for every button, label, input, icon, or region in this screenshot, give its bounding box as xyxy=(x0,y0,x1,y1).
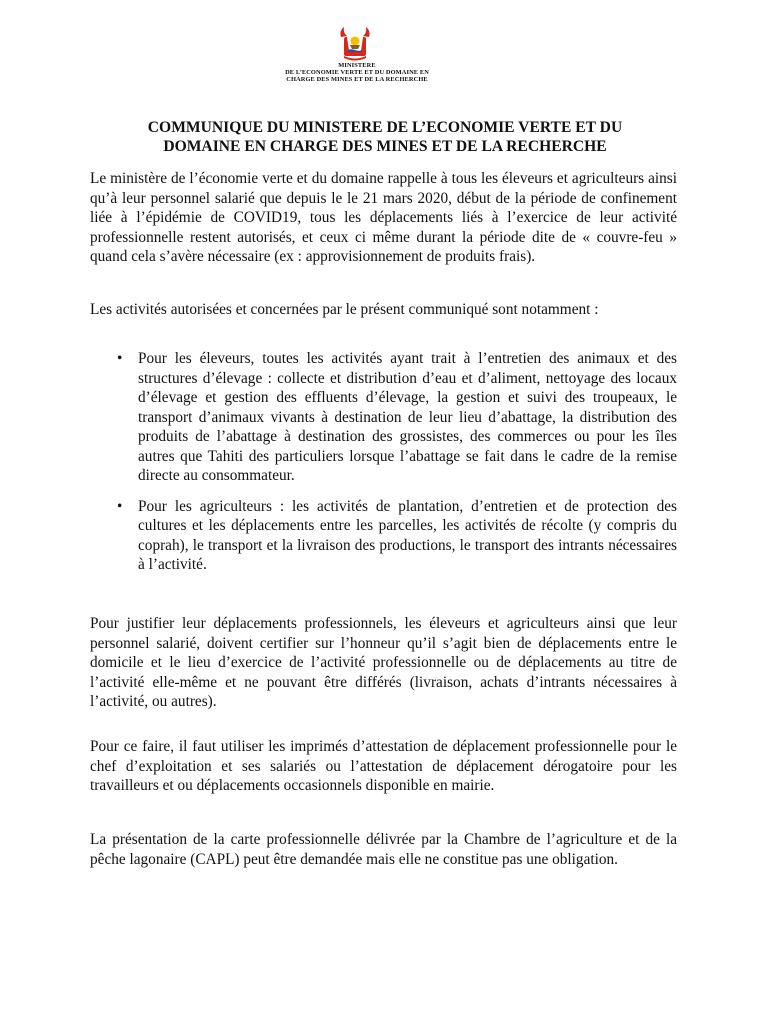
paragraph-attestation: Pour ce faire, il faut utiliser les imprimés d’attestation de déplacement professionnelle pour le chef d’exploitation et ses salariés ou l’attestation de déplacement dérogatoire pour les travailleurs et ou déplacements occasionnels disponible en mairie. xyxy=(90,738,677,794)
title-line: DOMAINE EN CHARGE DES MINES ET DE LA RECHERCHE xyxy=(163,138,607,155)
list-item-agriculteurs xyxy=(90,497,677,575)
ministry-line: MINISTERE xyxy=(338,62,376,69)
list-item-text: Pour les agriculteurs : les activités de plantation, d’entretien et de protection des cultures et les déplacements entre les parcelles, les activités de récolte (y compris du coprah), le transport et la livraison des productions, le transport des intrants nécessaires à l’activité. xyxy=(138,497,677,573)
paragraph-justification: Pour justifier leur déplacements professionnels, les éleveurs et agriculteurs ainsi que leur personnel salarié, doivent certifier sur l’honneur qu’il s’agit bien de déplacements entre le domicile et le lieu d’exercice de l’activité professionnelle ou de déplacements au titre de l’activité elle-même et ne pouvant être différés (livraison, achats d’intrants nécessaires à l’activité, ou autres). xyxy=(90,615,677,710)
list-item-text: Pour les éleveurs, toutes les activités ayant trait à l’entretien des animaux et des structures d’élevage : collecte et distribution d’eau et d’aliment, nettoyage des locaux d’élevage et gestion des effluents d’élevage, la gestion et suivi des troupeaux, le transport d’animaux vivants à destination de leur lieu d’abattage, la distribution des produits de l’abattage à destination des grossistes, des commerces ou pour les îles autres que Tahiti des particuliers lorsque l’abattage se fait dans le cadre de la remise directe au consommateur. xyxy=(138,350,677,484)
title-line: COMMUNIQUE DU MINISTERE DE L’ECONOMIE VERTE ET DU xyxy=(147,119,623,136)
document-title xyxy=(90,118,680,156)
ministry-line: CHARGE DES MINES ET DE LA RECHERCHE xyxy=(286,76,428,83)
paragraph-intro: Le ministère de l’économie verte et du domaine rappelle à tous les éleveurs et agriculteurs ainsi qu’à leur personnel salarié que depuis le le 21 mars 2020, début de la période de confinement liée à l’épidémie de COVID19, tous les déplacements liés à l’exercice de leur activité professionnelle restent autorisés, et ceux ci même durant la période dite de « couvre-feu » quand cela s’avère nécessaire (ex : approvisionnement de produits frais). xyxy=(90,170,677,265)
ministry-line: DE L’ECONOMIE VERTE ET DU DOMAINE EN xyxy=(285,69,429,76)
ministry-header xyxy=(262,62,452,83)
french-polynesia-emblem-icon xyxy=(338,24,372,62)
activities-list xyxy=(90,349,677,575)
paragraph-carte-professionnelle: La présentation de la carte professionnelle délivrée par la Chambre de l’agriculture et de la pêche lagonaire (CAPL) peut être demandée mais elle ne constitue pas une obligation. xyxy=(90,831,677,868)
bullet-icon: • xyxy=(117,350,123,367)
paragraph-activities: Les activités autorisées et concernées par le présent communiqué sont notamment : xyxy=(90,301,599,318)
list-item-eleveurs xyxy=(90,349,677,486)
bullet-icon: • xyxy=(117,497,123,515)
